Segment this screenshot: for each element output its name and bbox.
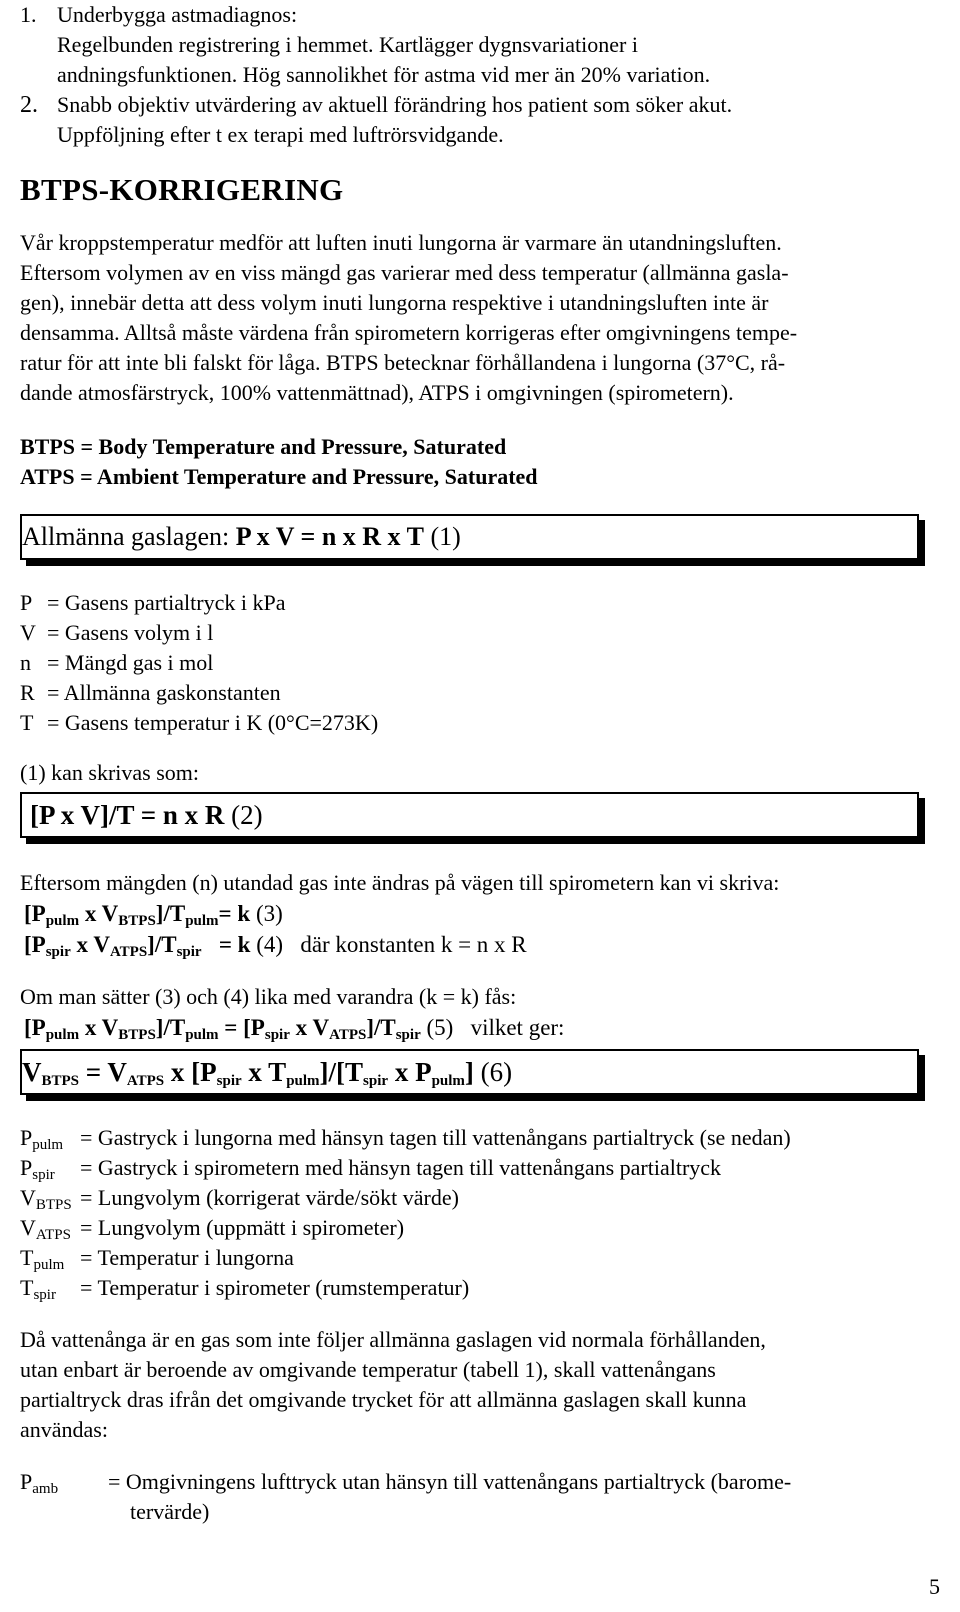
symbol-meaning: = Temperatur i lungorna (80, 1245, 294, 1270)
symbol-meaning: = Gastryck i lungorna med hänsyn tagen till vattenångans partialtryck (se nedan) (80, 1125, 791, 1150)
equation-ref: (6) (473, 1057, 513, 1087)
symbol-meaning: = Temperatur i spirometer (rumstemperatur) (80, 1275, 470, 1300)
equation-2-formula: [P x V]/T = n x R (30, 800, 225, 830)
btps-definition: BTPS = Body Temperature and Pressure, Saturated (20, 434, 507, 459)
paragraph-line: utan enbart är beroende av omgivande temperatur (tabell 1), skall vattenångans (20, 1357, 716, 1382)
variable-symbol: R (20, 680, 35, 705)
variable-meaning: = Gasens volym i l (47, 620, 214, 645)
equation-6-box: $V_{BTPS} = V_{ATPS}$ x [$P_{spir}$ x $T_{pulm}]/[T_{spir}$ x $P_{pulm}$] (6) (20, 1049, 919, 1095)
variable-meaning: = Gasens temperatur i K (0°C=273K) (47, 710, 379, 735)
list-text: andningsfunktionen. Hög sannolikhet för astma vid mer än 20% variation. (57, 62, 711, 87)
variable-meaning: = Gasens partialtryck i kPa (47, 590, 286, 615)
gas-law-formula: P x V = n x R x T (235, 522, 424, 551)
paragraph-line: användas: (20, 1417, 108, 1442)
paragraph-line: ratur för att inte bli falskt för låga. BTPS betecknar förhållandena i lungorna (37°C, rå- (20, 350, 786, 375)
paragraph-line: Då vattenånga är en gas som inte följer allmänna gaslagen vid normala förhållanden, (20, 1327, 766, 1352)
variable-row (20, 618, 925, 648)
symbol-row: $T_{pulm}$ = Temperatur i lungorna (20, 1245, 294, 1273)
kan-skrivas-text: (1) kan skrivas som: (20, 760, 200, 785)
paragraph-line: Eftersom volymen av en viss mängd gas varierar med dess temperatur (allmänna gasla- (20, 260, 789, 285)
equation-note: vilket ger: (470, 1015, 565, 1040)
numbered-list (20, 0, 925, 150)
equation-ref: (5) (420, 1015, 454, 1040)
ambient-pressure-definition (20, 1467, 925, 1527)
list-number: 1. (20, 2, 37, 27)
variable-row (20, 648, 925, 678)
derivation (20, 868, 925, 1043)
symbol-meaning: = Lungvolym (uppmätt i spirometer) (80, 1215, 405, 1240)
variable-row (20, 678, 925, 708)
variable-meaning: = Allmänna gaskonstanten (47, 680, 281, 705)
atps-definition: ATPS = Ambient Temperature and Pressure, Saturated (20, 464, 538, 489)
variable-definitions (20, 588, 925, 738)
list-number: 2. (20, 92, 38, 118)
symbol-meaning: = Omgivningens lufttryck utan hänsyn till vattenångans partialtryck (barome- tervärde) (108, 1469, 792, 1524)
list-text: Underbygga astmadiagnos: (57, 2, 298, 27)
abbreviation-definitions (20, 432, 925, 492)
water-vapour-paragraph (20, 1325, 925, 1445)
page-number: 5 (929, 1574, 940, 1599)
equation-3: [$P_{pulm}$ x $V_{BTPS}]/T_{pulm}= k$ (3) (24, 901, 283, 929)
list-text: Regelbunden registrering i hemmet. Kartlägger dygnsvariationer i (57, 32, 638, 57)
equation-ref: (4) (250, 932, 284, 957)
equation-ref: (2) (224, 800, 263, 830)
symbol-p-amb: $P_{amb}$ (20, 1469, 59, 1497)
equation-5: [$P_{pulm}$ x $V_{BTPS}]/T_{pulm} = [P_{spir}$ x $V_{ATPS}]/T_{spir}$ (5) vilket ger: (24, 1015, 565, 1043)
list-text: Uppföljning efter t ex terapi med luftrörsvidgande. (57, 122, 504, 147)
document-page (20, 0, 925, 1527)
variable-row (20, 708, 925, 738)
section-heading: BTPS-KORRIGERING (20, 172, 344, 207)
equation-4: [$P_{spir}$ x $V_{ATPS}]/T_{spir} = k$ (4) där konstanten k = n x R (24, 932, 527, 960)
variable-symbol: V (20, 620, 36, 645)
gas-law-box (20, 514, 919, 560)
symbol-row: $P_{pulm}$ = Gastryck i lungorna med hänsyn tagen till vattenångans partialtryck (se nedan) (20, 1125, 791, 1153)
symbol-row: $T_{spir}$ = Temperatur i spirometer (rumstemperatur) (20, 1275, 470, 1303)
derivation-text: Eftersom mängden (n) utandad gas inte ändras på vägen till spirometern kan vi skriva: (20, 870, 780, 895)
equation-note: där konstanten k = n x R (300, 932, 527, 957)
btps-paragraph (20, 228, 925, 408)
variable-symbol: P (20, 590, 33, 615)
list-text: Snabb objektiv utvärdering av aktuell förändring hos patient som söker akut. (57, 92, 733, 117)
variable-symbol: n (20, 650, 31, 675)
variable-meaning: = Mängd gas i mol (47, 650, 214, 675)
symbol-row: $P_{spir}$ = Gastryck i spirometern med hänsyn tagen till vattenångans partialtryck (20, 1155, 722, 1183)
list-item (20, 0, 925, 90)
equation-ref: (1) (423, 522, 461, 551)
derivation-text: Om man sätter (3) och (4) lika med varandra (k = k) fås: (20, 984, 517, 1009)
paragraph-line: Vår kroppstemperatur medför att luften inuti lungorna är varmare än utandningsluften. (20, 230, 782, 255)
list-item (20, 90, 925, 150)
symbol-meaning: = Lungvolym (korrigerat värde/sökt värde) (80, 1185, 459, 1210)
variable-row (20, 588, 925, 618)
paragraph-line: densamma. Alltså måste värdena från spirometern korrigeras efter omgivningens tempe- (20, 320, 798, 345)
gas-law-label: Allmänna gaslagen: (22, 522, 236, 551)
symbol-row: $V_{BTPS}$ = Lungvolym (korrigerat värde/sökt värde) (20, 1185, 459, 1213)
equation-ref: (3) (250, 901, 283, 926)
paragraph-line: dande atmosfärstryck, 100% vattenmättnad), ATPS i omgivningen (spirometern). (20, 380, 734, 405)
symbol-definitions (20, 1123, 925, 1303)
variable-symbol: T (20, 710, 34, 735)
paragraph-line: partialtryck dras ifrån det omgivande trycket för att allmänna gaslagen skall kunna (20, 1387, 747, 1412)
symbol-row: $V_{ATPS}$ = Lungvolym (uppmätt i spirometer) (20, 1215, 405, 1243)
paragraph-line: gen), innebär detta att dess volym inuti lungorna respektive i utandningsluften inte är (20, 290, 769, 315)
symbol-meaning: = Gastryck i spirometern med hänsyn tagen till vattenångans partialtryck (80, 1155, 722, 1180)
equation-2-box (20, 792, 919, 838)
